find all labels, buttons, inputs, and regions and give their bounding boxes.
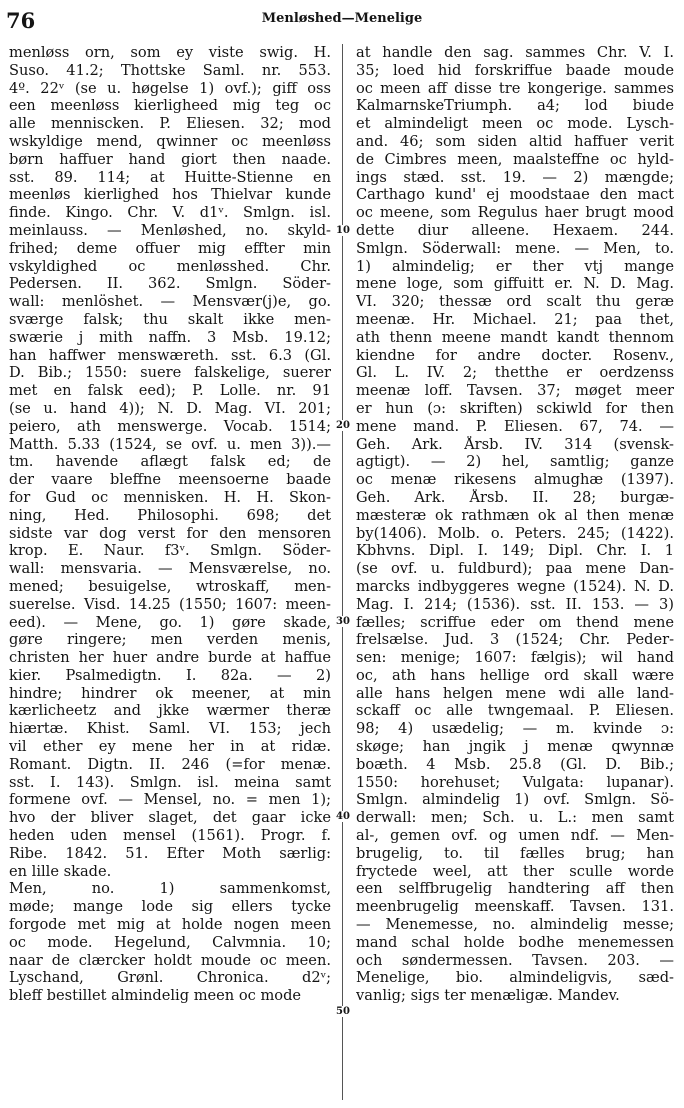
text-line: de Cimbres meen, maalsteffne oc hyld- xyxy=(356,150,674,168)
text-line: Gl. L. IV. 2; thetthe er oerdzenss xyxy=(356,364,674,382)
text-line: Matth. 5.33 (1524, se ovf. u. men 3)).— xyxy=(9,435,331,453)
text-line: mened; besuigelse, wtroskaff, men- xyxy=(9,577,331,595)
text-line: 35; loed hid forskriffue baade moude xyxy=(356,61,674,79)
text-line: alle hans helgen mene wdi alle land- xyxy=(356,684,674,702)
text-line: kærlicheetz and jkke wærmer theræ xyxy=(9,702,331,720)
page-number: 76 xyxy=(6,8,36,33)
text-line: Geh. Ark. Årsb. II. 28; burgæ- xyxy=(356,488,674,506)
text-line: hvo der bliver slaget, det gaar icke xyxy=(9,809,331,827)
text-line: finde. Kingo. Chr. V. d1ᵛ. Smlgn. isl. xyxy=(9,204,331,222)
text-line: sværge falsk; thu skalt ikke men- xyxy=(9,310,331,328)
text-line: fryctede weel, att ther sculle worde xyxy=(356,862,674,880)
text-line: meenæ loff. Tavsen. 37; møget meer xyxy=(356,382,674,400)
text-line: mene mand. P. Eliesen. 67, 74. — xyxy=(356,417,674,435)
text-line: wall: menlöshet. — Mensvær(j)e, go. xyxy=(9,293,331,311)
text-line: oc menæ rikesens almughæ (1397). xyxy=(356,471,674,489)
text-line: mene loge, som giffuitt er. N. D. Mag. xyxy=(356,275,674,293)
text-line: sen: menige; 1607: fælgis); wil hand xyxy=(356,649,674,667)
text-line: oc meene, som Regulus haer brugt mood xyxy=(356,204,674,222)
line-number-30: 30 xyxy=(336,616,350,627)
text-line: oc meen aff disse tre kongerige. sammes xyxy=(356,79,674,97)
text-line: christen her huer andre burde at haffue xyxy=(9,649,331,667)
text-line: peiero, ath menswerge. Vocab. 1514; xyxy=(9,417,331,435)
text-line: skøge; han jngik j menæ qwynnæ xyxy=(356,738,674,756)
text-line: een selffbrugelig handtering aff then xyxy=(356,880,674,898)
text-line: bleff bestillet almindelig meen oc mode xyxy=(9,987,302,1005)
text-line: agtigt). — 2) hel, samtlig; ganze xyxy=(356,453,674,471)
text-line: sckaff oc alle twngemaal. P. Eliesen. xyxy=(356,702,674,720)
text-line: een meenløss kierligheed mig teg oc xyxy=(9,97,331,115)
text-line: meenløs kierlighed hos Thielvar kunde xyxy=(9,186,331,204)
text-line: eed). — Mene, go. 1) gøre skade, xyxy=(9,613,331,631)
text-line: marcks indbyggeres wegne (1524). N. D. xyxy=(356,577,674,595)
text-line: der vaare bleffne meensoerne baade xyxy=(9,471,331,489)
text-line: 1550: horehuset; Vulgata: lupanar). xyxy=(356,773,674,791)
text-line: Men, no. 1) sammenkomst, xyxy=(9,880,331,898)
text-line: Suso. 41.2; Thottske Saml. nr. 553. xyxy=(9,61,331,79)
line-number-10: 10 xyxy=(336,225,350,236)
text-line: Ribe. 1842. 51. Efter Moth særlig: xyxy=(9,844,331,862)
text-line: 1) almindelig; er ther vtj mange xyxy=(356,257,674,275)
text-line: (se u. hand 4)); N. D. Mag. VI. 201; xyxy=(9,399,331,417)
text-line: oc mode. Hegelund, Calvmnia. 10; xyxy=(9,933,331,951)
text-line: tm. havende aflægt falsk ed; de xyxy=(9,453,331,471)
text-line: KalmarnskeTriumph. a4; lod biude xyxy=(356,97,674,115)
text-line: fælles; scriffue eder om thend mene xyxy=(356,613,674,631)
left-column xyxy=(9,44,331,1005)
text-line: for Gud oc mennisken. H. H. Skon- xyxy=(9,488,331,506)
text-line: et almindeligt meen oc mode. Lysch- xyxy=(356,115,674,133)
text-line: Romant. Digtn. II. 246 (=for menæ. xyxy=(9,755,331,773)
text-line: Menelige, bio. almindeligvis, sæd- xyxy=(356,969,674,987)
text-line: frelsælse. Jud. 3 (1524; Chr. Peder- xyxy=(356,631,674,649)
text-line: sidste var dog verst for den mensoren xyxy=(9,524,331,542)
text-line: Smlgn. Söderwall: mene. — Men, to. xyxy=(356,239,674,257)
text-line: menløss orn, som ey viste swig. H. xyxy=(9,44,331,61)
text-line: suerelse. Visd. 14.25 (1550; 1607: meen- xyxy=(9,595,331,613)
text-line: børn haffuer hand giort then naade. xyxy=(9,150,331,168)
text-line: och søndermessen. Tavsen. 203. — xyxy=(356,951,674,969)
running-title: Menløshed—Menelige xyxy=(261,11,423,26)
text-line: ath thenn meene mandt kandt thennom xyxy=(356,328,674,346)
text-line: hiærtæ. Khist. Saml. VI. 153; jech xyxy=(9,720,331,738)
column-divider xyxy=(342,44,343,1100)
text-line: gøre ringere; men verden menis, xyxy=(9,631,331,649)
text-line: kiendne for andre docter. Rosenv., xyxy=(356,346,674,364)
text-line: vil ether ey mene her in at ridæ. xyxy=(9,738,331,756)
text-line: Geh. Ark. Årsb. IV. 314 (svensk- xyxy=(356,435,674,453)
text-line: Pedersen. II. 362. Smlgn. Söder- xyxy=(9,275,331,293)
text-line: and. 46; som siden altid haffuer verit xyxy=(356,132,674,150)
text-line: brugelig, to. til fælles brug; han xyxy=(356,844,674,862)
text-line: krop. E. Naur. f3ᵛ. Smlgn. Söder- xyxy=(9,542,331,560)
text-line: naar de clærcker holdt moude oc meen. xyxy=(9,951,331,969)
text-line: meenbrugelig meenskaff. Tavsen. 131. xyxy=(356,898,674,916)
text-line: dette diur alleene. Hexaem. 244. xyxy=(356,221,674,239)
text-line: Carthago kund' ej moodstaae den mact xyxy=(356,186,674,204)
text-line: wskyldige mend, qwinner oc meenløss xyxy=(9,132,331,150)
text-line: by(1406). Molb. o. Peters. 245; (1422). xyxy=(356,524,674,542)
text-line: VI. 320; thessæ ord scalt thu geræ xyxy=(356,293,674,311)
text-line: forgode met mig at holde nogen meen xyxy=(9,916,331,934)
text-line: kier. Psalmedigtn. I. 82a. — 2) xyxy=(9,666,331,684)
text-line: Lyschand, Grønl. Chronica. d2ᵛ; xyxy=(9,969,331,987)
text-line: wall: mensvaria. — Mensværelse, no. xyxy=(9,560,331,578)
text-line: en lille skade. xyxy=(9,862,112,880)
right-column xyxy=(356,44,674,1005)
text-line: al-, gemen ovf. og umen ndf. — Men- xyxy=(356,827,674,845)
text-line: formene ovf. — Mensel, no. = men 1); xyxy=(9,791,331,809)
text-line: swærie j mith naffn. 3 Msb. 19.12; xyxy=(9,328,331,346)
line-number-50: 50 xyxy=(336,1006,350,1017)
text-line: derwall: men; Sch. u. L.: men samt xyxy=(356,809,674,827)
text-line: vskyldighed oc menløsshed. Chr. xyxy=(9,257,331,275)
text-line: frihed; deme offuer mig effter min xyxy=(9,239,331,257)
text-line: vanlig; sigs ter menæligæ. Mandev. xyxy=(356,987,620,1005)
text-line: D. Bib.; 1550: suere falskelige, suerer xyxy=(9,364,331,382)
text-line: møde; mange lode sig ellers tycke xyxy=(9,898,331,916)
text-line: sst. 89. 114; at Huitte-Stienne en xyxy=(9,168,331,186)
text-line: heden uden mensel (1561). Progr. f. xyxy=(9,827,331,845)
text-line: Kbhvns. Dipl. I. 149; Dipl. Chr. I. 1 xyxy=(356,542,674,560)
text-line: sst. I. 143). Smlgn. isl. meina samt xyxy=(9,773,331,791)
text-line: oc, ath hans hellige ord skall wære xyxy=(356,666,674,684)
line-number-40: 40 xyxy=(336,811,350,822)
text-line: met en falsk eed); P. Lolle. nr. 91 xyxy=(9,382,331,400)
text-line: at handle den sag. sammes Chr. V. I. xyxy=(356,44,674,61)
text-line: boæth. 4 Msb. 25.8 (Gl. D. Bib.; xyxy=(356,755,674,773)
line-number-20: 20 xyxy=(336,420,350,431)
text-line: meinlauss. — Menløshed, no. skyld- xyxy=(9,221,331,239)
text-line: Smlgn. almindelig 1) ovf. Smlgn. Sö- xyxy=(356,791,674,809)
text-line: er hun (ɔ: skriften) sckiwld for then xyxy=(356,399,674,417)
text-line: alle menniscken. P. Eliesen. 32; mod xyxy=(9,115,331,133)
text-line: mæsteræ ok rathmæn ok al then menæ xyxy=(356,506,674,524)
text-line: 4º. 22ᵛ (se u. høgelse 1) ovf.); giff oss xyxy=(9,79,331,97)
text-line: meenæ. Hr. Michael. 21; paa thet, xyxy=(356,310,674,328)
text-line: Mag. I. 214; (1536). sst. II. 153. — 3) xyxy=(356,595,674,613)
text-line: (se ovf. u. fuldburd); paa mene Dan- xyxy=(356,560,674,578)
text-line: ings stæd. sst. 19. — 2) mængde; xyxy=(356,168,674,186)
text-line: mand schal holde bodhe menemessen xyxy=(356,933,674,951)
text-line: 98; 4) usædelig; — m. kvinde ɔ: xyxy=(356,720,674,738)
text-line: han haffwer menswæreth. sst. 6.3 (Gl. xyxy=(9,346,331,364)
text-line: — Menemesse, no. almindelig messe; xyxy=(356,916,674,934)
text-line: hindre; hindrer ok meener, at min xyxy=(9,684,331,702)
text-line: ning, Hed. Philosophi. 698; det xyxy=(9,506,331,524)
